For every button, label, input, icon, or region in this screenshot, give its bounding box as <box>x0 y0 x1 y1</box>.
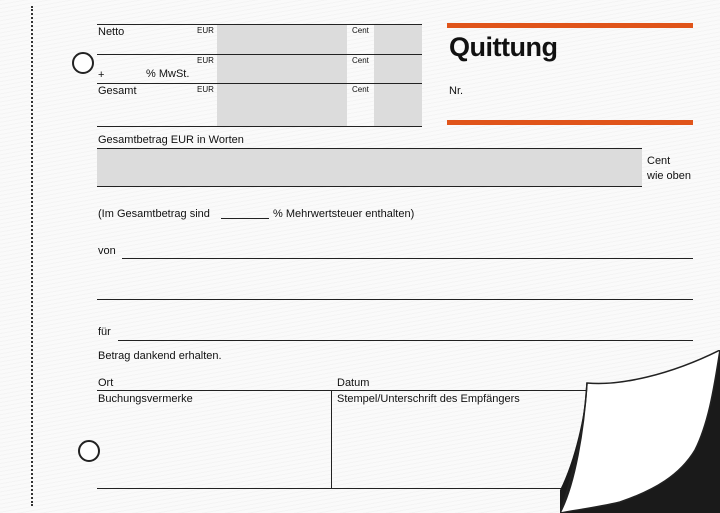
eur-label-netto: EUR <box>197 26 214 35</box>
cent-note-line2: wie oben <box>647 170 692 182</box>
vat-note-start: (Im Gesamtbetrag sind <box>98 208 210 220</box>
title-bar-bottom <box>447 120 693 125</box>
eur-amount-field[interactable] <box>217 24 347 126</box>
mwst-label: % MwSt. <box>146 68 190 80</box>
punch-hole-bottom <box>78 440 100 462</box>
nr-label: Nr. <box>449 85 464 97</box>
plus-sign: + <box>98 69 105 81</box>
thanks-text: Betrag dankend erhalten. <box>98 350 222 362</box>
amount-line-top <box>97 24 422 25</box>
words-line-top <box>97 148 642 149</box>
von-label: von <box>98 245 116 257</box>
fuer-label: für <box>98 326 111 338</box>
von-input-line2[interactable] <box>97 299 693 300</box>
punch-hole-top <box>72 52 94 74</box>
cent-label-mwst: Cent <box>352 56 369 65</box>
amount-line-netto <box>97 54 422 55</box>
netto-label: Netto <box>98 26 125 38</box>
signature-divider <box>331 391 332 488</box>
vat-note-end: % Mehrwertsteuer enthalten) <box>273 208 415 220</box>
signature-line[interactable] <box>97 488 574 489</box>
cent-label-gesamt: Cent <box>352 85 369 94</box>
buchung-label: Buchungsvermerke <box>98 393 193 405</box>
datum-label: Datum <box>337 377 370 389</box>
eur-label-gesamt: EUR <box>197 85 214 94</box>
title-bar-top <box>447 23 693 28</box>
eur-label-mwst: EUR <box>197 56 214 65</box>
von-input[interactable] <box>122 258 693 259</box>
stempel-label: Stempel/Unterschrift des Empfängers <box>337 393 520 405</box>
cent-label-netto: Cent <box>352 26 369 35</box>
ort-datum-line[interactable] <box>97 390 589 391</box>
amount-line-gesamt <box>97 126 422 127</box>
perforation-line <box>31 6 33 506</box>
words-line-bottom <box>97 186 642 187</box>
cent-amount-field[interactable] <box>374 24 422 126</box>
fuer-input[interactable] <box>118 340 693 341</box>
page-curl-icon <box>560 350 720 513</box>
gesamt-label: Gesamt <box>98 85 137 97</box>
page-title: Quittung <box>449 32 558 62</box>
ort-label: Ort <box>98 377 114 389</box>
amount-in-words-field[interactable] <box>97 149 642 186</box>
words-label: Gesamtbetrag EUR in Worten <box>98 134 244 146</box>
cent-note-line1: Cent <box>647 155 671 167</box>
vat-percent-input[interactable] <box>221 218 269 219</box>
amount-line-mwst <box>97 83 422 84</box>
